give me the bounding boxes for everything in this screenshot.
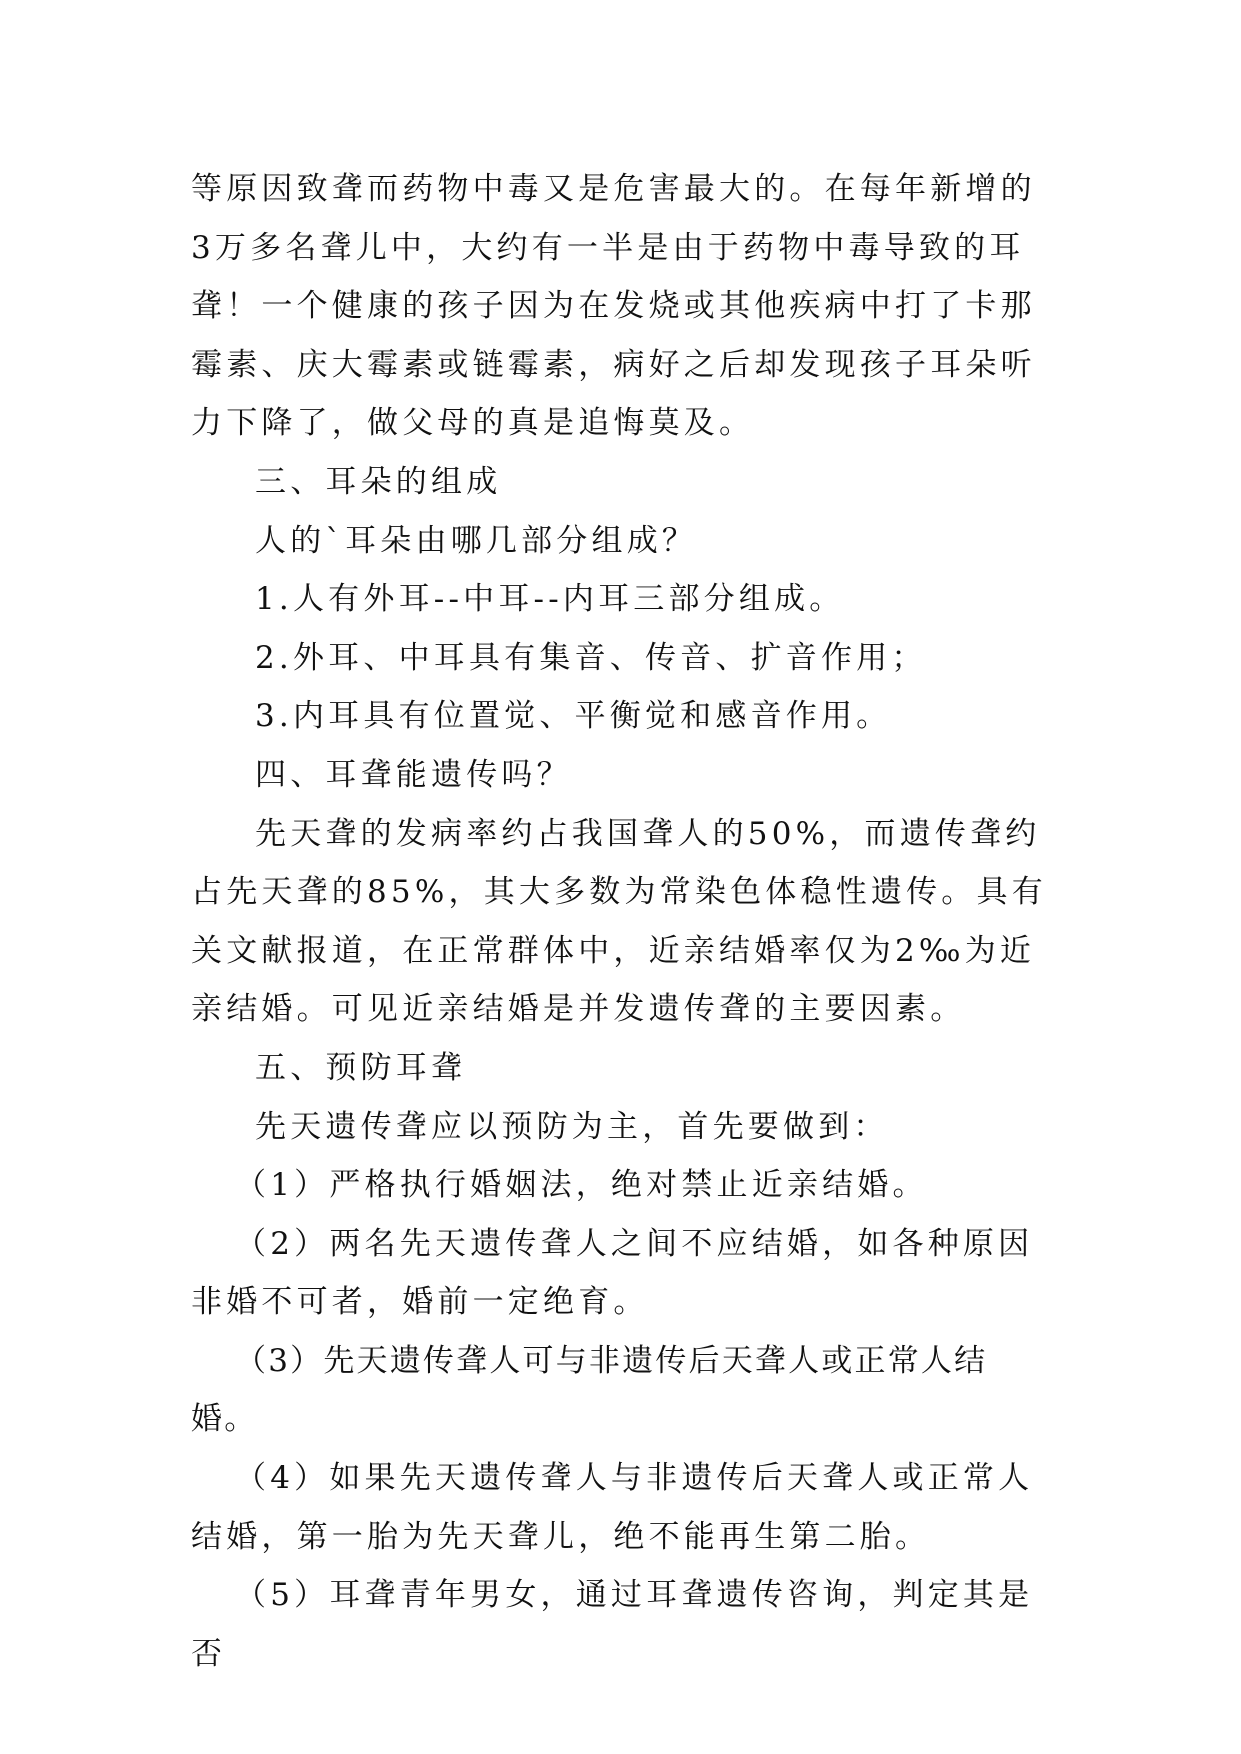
list-item-3: 3.内耳具有位置觉、平衡觉和感音作用。 <box>255 698 892 735</box>
prevention-item-4: （4）如果先天遗传聋人与非遗传后天聋人或正常人结婚，第一胎为先天聋儿，绝不能再生第二胎。 <box>191 1460 1034 1555</box>
paragraph-congenital-deafness: 先天聋的发病率约占我国聋人的50%，而遗传聋约占先天聋的85%，其大多数为常染色体稳性遗传。具有关文献报道，在正常群体中，近亲结婚率仅为2‰为近亲结婚。可见近亲结婚是并发遗传聋的主要因素。 <box>191 815 1047 1028</box>
section-heading-heredity: 四、耳聋能遗传吗？ <box>255 756 572 793</box>
list-item-2: 2.外耳、中耳具有集音、传音、扩音作用； <box>255 639 927 676</box>
paragraph-prevention-intro: 先天遗传聋应以预防为主，首先要做到： <box>255 1108 889 1145</box>
question-ear-parts: 人的`耳朵由哪几部分组成？ <box>255 522 698 559</box>
paragraph-drug-deafness: 等原因致聋而药物中毒又是危害最大的。在每年新增的3万多名聋儿中，大约有一半是由于药物中毒导致的耳聋！一个健康的孩子因为在发烧或其他疾病中打了卡那霉素、庆大霉素或链霉素，病好之后却发现孩子耳朵听力下降了，做父母的真是追悔莫及。 <box>191 171 1036 442</box>
document-body <box>191 160 1051 1683</box>
prevention-item-1: （1）严格执行婚姻法，绝对禁止近亲结婚。 <box>235 1167 928 1204</box>
list-item-1: 1.人有外耳--中耳--内耳三部分组成。 <box>255 581 845 618</box>
section-heading-prevention: 五、预防耳聋 <box>255 1049 467 1086</box>
prevention-item-3: （3）先天遗传聋人可与非遗传后天聋人或正常人结婚。 <box>191 1342 988 1438</box>
prevention-item-5: （5）耳聋青年男女，通过耳聋遗传咨询，判定其是否 <box>191 1577 1034 1672</box>
section-heading-ear-composition: 三、耳朵的组成 <box>255 463 502 500</box>
prevention-item-2: （2）两名先天遗传聋人之间不应结婚，如各种原因非婚不可者，婚前一定绝育。 <box>191 1225 1034 1321</box>
